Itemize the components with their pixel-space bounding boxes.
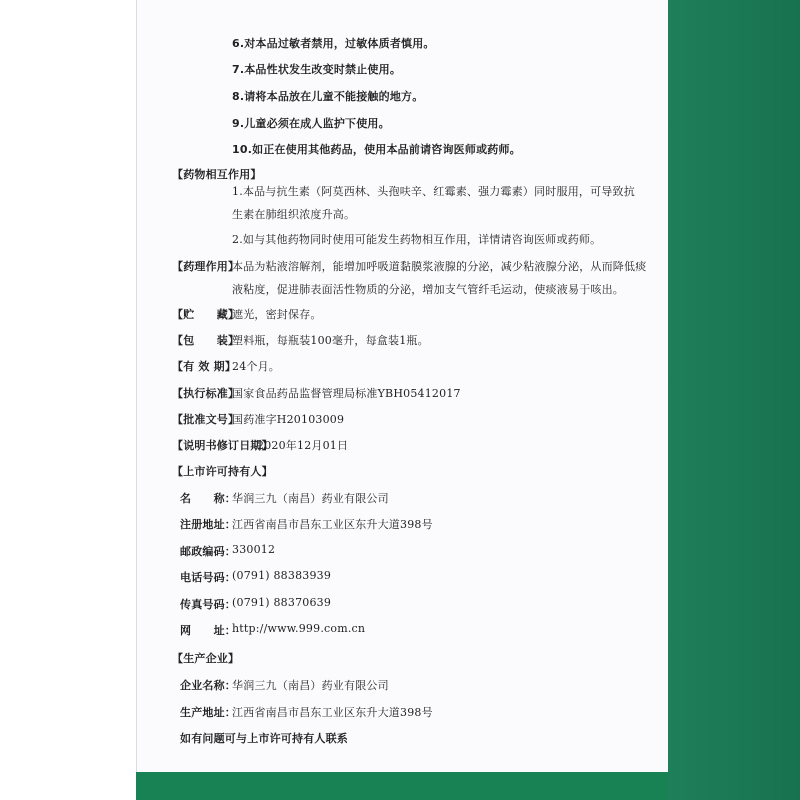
pharmacology-heading: 【药理作用】: [172, 260, 240, 273]
revision-value: 2020年12月01日: [257, 439, 349, 452]
package-heading: 【包 装】: [172, 334, 240, 347]
pharmacology-text: 液粘度，促进肺表面活性物质的分泌，增加支气管纤毛运动，使痰液易于咳出。: [232, 283, 624, 296]
holder-heading: 【上市许可持有人】: [172, 465, 273, 478]
approval-heading: 【批准文号】: [172, 413, 240, 426]
holder-address: 江西省南昌市昌东工业区东升大道398号: [232, 518, 433, 531]
manufacturer-address: 江西省南昌市昌东工业区东升大道398号: [232, 706, 433, 719]
approval-value: 国药准字H20103009: [232, 413, 345, 426]
storage-heading: 【贮 藏】: [172, 308, 240, 321]
holder-website: http://www.999.com.cn: [232, 622, 366, 635]
interaction-text: 生素在肺组织浓度升高。: [232, 208, 356, 221]
holder-phone: (0791) 88383939: [232, 569, 332, 582]
warning-item: 10.如正在使用其他药品，使用本品前请咨询医师或药师。: [232, 143, 521, 156]
interaction-text: 2.如与其他药物同时使用可能发生药物相互作用，详情请咨询医师或药师。: [232, 233, 602, 246]
manufacturer-name-label: 企业名称：: [180, 679, 236, 692]
holder-website-label: 网 址：: [180, 624, 236, 637]
pharmacology-text: 本品为粘液溶解剂，能增加呼吸道黏膜浆液腺的分泌，减少粘液腺分泌，从而降低痰: [232, 260, 647, 273]
interaction-heading: 【药物相互作用】: [172, 168, 262, 181]
holder-phone-label: 电话号码：: [180, 571, 236, 584]
holder-fax-label: 传真号码：: [180, 598, 236, 611]
warning-item: 7.本品性状发生改变时禁止使用。: [232, 63, 402, 76]
holder-name: 华润三九（南昌）药业有限公司: [232, 492, 389, 505]
warning-item: 8.请将本品放在儿童不能接触的地方。: [232, 90, 424, 103]
green-side-band: [668, 0, 800, 800]
holder-zip-label: 邮政编码：: [180, 545, 236, 558]
manufacturer-address-label: 生产地址：: [180, 706, 236, 719]
footer-note: 如有问题可与上市许可持有人联系: [180, 732, 348, 745]
holder-zip: 330012: [232, 543, 276, 556]
package-value: 塑料瓶，每瓶装100毫升，每盒装1瓶。: [232, 334, 429, 347]
manufacturer-heading: 【生产企业】: [172, 652, 240, 665]
warning-item: 6.对本品过敏者禁用，过敏体质者慎用。: [232, 37, 435, 50]
holder-name-label: 名 称：: [180, 492, 236, 505]
holder-fax: (0791) 88370639: [232, 596, 332, 609]
warning-item: 9.儿童必须在成人监护下使用。: [232, 117, 390, 130]
revision-heading: 【说明书修订日期】: [172, 439, 273, 452]
interaction-text: 1.本品与抗生素（阿莫西林、头孢呋辛、红霉素、强力霉素）同时服用，可导致抗: [232, 185, 635, 198]
manufacturer-name: 华润三九（南昌）药业有限公司: [232, 679, 389, 692]
green-bottom-band: [136, 772, 668, 800]
validity-heading: 【有 效 期】: [172, 360, 237, 373]
standard-value: 国家食品药品监督管理局标准YBH05412017: [232, 387, 461, 400]
holder-address-label: 注册地址：: [180, 518, 236, 531]
standard-heading: 【执行标准】: [172, 387, 240, 400]
validity-value: 24个月。: [232, 360, 280, 373]
storage-value: 遮光，密封保存。: [232, 308, 322, 321]
